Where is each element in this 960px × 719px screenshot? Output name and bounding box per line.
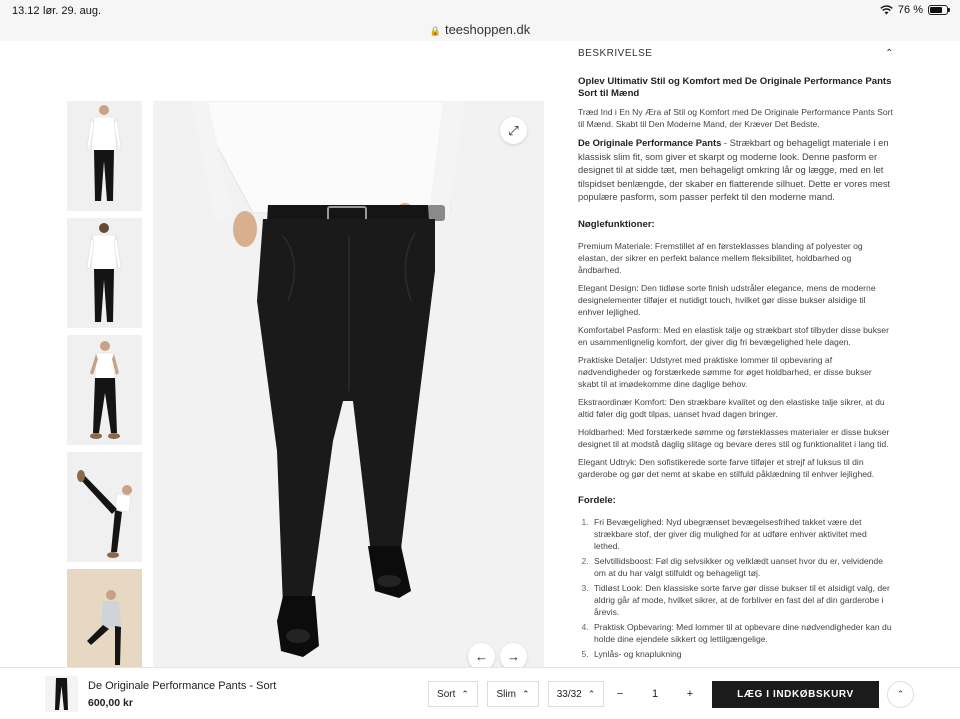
product-name-bold: De Originale Performance Pants: [578, 137, 722, 148]
quantity-stepper: [605, 681, 705, 707]
scroll-to-top-button[interactable]: [887, 681, 914, 708]
description-paragraph: [578, 136, 894, 204]
description-heading: Oplev Ultimativ Stil og Komfort med De Originale Performance Pants Sort til Mænd: [578, 76, 892, 99]
thumbnail-tshirt[interactable]: [67, 335, 142, 445]
wifi-icon: [880, 5, 893, 15]
feature-item: Komfortabel Pasform: Med en elastisk talje og strækbart stof tilbyder disse bukser en usammenlignelig komfort, der giver dig fri bevægelighed hele dagen.: [578, 324, 889, 347]
benefit-item: 3. Tidløst Look: Den klassiske sorte farve gør disse bukser til et alsidigt valg, der aldrig går af mode, hvilket sikrer, at de forbliver en fast del af din garderobe i årevis.: [591, 582, 894, 618]
chevron-up-icon: ⌃: [885, 48, 894, 59]
fit-select[interactable]: [487, 681, 539, 707]
previous-image-button[interactable]: [468, 643, 495, 668]
status-bar: [0, 0, 960, 22]
battery-icon: [928, 5, 948, 15]
chevron-up-icon: ⌃: [896, 689, 905, 699]
sticky-add-to-cart-bar: [0, 667, 960, 719]
benefit-item: 1. Fri Bevægelighed: Nyd ubegrænset bevægelsesfrihed takket være det strækbare stof, der giver dig mulighed for at udføre enhver aktivitet med lethed.: [591, 516, 894, 552]
thumbnail-kick[interactable]: [67, 452, 142, 562]
description-intro: Træd Ind i En Ny Æra af Stil og Komfort med De Originale Performance Pants Sort til Mænd. Skabt til Den Moderne Mand, der Kræver Det Bedste.: [578, 107, 893, 129]
feature-item: Elegant Design: Den tidløse sorte finish udstråler elegance, mens de moderne designelementer tilføjer et nutidigt touch, hvilket gør disse bukser alsidige til enhver lejlighed.: [578, 282, 876, 317]
arrow-left-icon: ←: [475, 649, 488, 664]
url-text: teeshoppen.dk: [444, 22, 531, 37]
size-select-value: 33/32: [556, 688, 582, 700]
benefits-title: Fordele:: [578, 494, 616, 506]
arrow-right-icon: →: [507, 649, 520, 664]
chevron-up-icon: ⌃: [521, 688, 530, 699]
benefit-item: 2. Selvtillidsboost: Føl dig selvsikker og velklædt uanset hvor du er, velvidende om at du har valgt stilfuldt og behageligt tøj.: [591, 555, 894, 579]
fit-select-value: Slim: [496, 688, 516, 700]
description-panel: [578, 43, 894, 691]
thumbnail-back[interactable]: [67, 218, 142, 328]
expand-icon: ⤢: [508, 122, 519, 138]
features-list: [578, 240, 894, 480]
quantity-value[interactable]: 1: [651, 688, 659, 700]
thumbnail-studio[interactable]: [67, 569, 142, 679]
status-time: 13.12: [12, 5, 40, 17]
cart-product-thumbnail: [45, 676, 78, 712]
description-accordion-header[interactable]: [578, 45, 894, 63]
benefit-item: 4. Praktisk Opbevaring: Med lommer til at opbevare dine nødvendigheder kan du holde dine ejendele sikkert og lettilgængelige.: [591, 621, 894, 645]
feature-item: Premium Materiale: Fremstillet af en førsteklasses blanding af polyester og elastan, der sikrer en perfekt balance mellem fleksibilitet, holdbarhed og åndbarhed.: [578, 240, 863, 275]
quantity-increase-button[interactable]: +: [686, 688, 694, 700]
lock-icon: 🔒: [429, 26, 441, 36]
feature-item: Ekstraordinær Komfort: Den strækbare kvalitet og den elastiske talje sikrer, at du altid føler dig godt tilpas, uanset hvad dagen bringer.: [578, 396, 885, 419]
benefit-item: 5. Lynlås- og knaplukning: [591, 648, 894, 660]
color-select-value: Sort: [437, 688, 456, 700]
main-product-image[interactable]: [153, 101, 544, 668]
color-select[interactable]: [428, 681, 478, 707]
cart-product-name: De Originale Performance Pants - Sort: [88, 680, 277, 692]
product-photo: [153, 101, 544, 668]
expand-image-button[interactable]: [500, 117, 527, 144]
url-bar[interactable]: [0, 22, 960, 41]
next-image-button[interactable]: [500, 643, 527, 668]
size-select[interactable]: [548, 681, 604, 707]
description-paragraph-text: - Strækbart og behageligt materiale i en klassisk slim fit, som giver et skarpt og moderne look. Denne pasform er designet til at sidde tæt, men behageligt omkring lår og lægge, med en let tilspidset benlængde, der skaber en flatterende silhuet. Dette er vores mest populære pasform, som passer perfekt til den moderne mand.: [578, 137, 891, 202]
battery-percent: 76 %: [897, 4, 923, 16]
status-date: lør. 29. aug.: [43, 5, 102, 17]
chevron-up-icon: ⌃: [587, 688, 596, 699]
feature-item: Praktiske Detaljer: Udstyret med praktiske lommer til opbevaring af nødvendigheder og forstærkede sømme for øget holdbarhed, er disse bukser skabt til at imødekomme dine daglige behov.: [578, 354, 872, 389]
benefits-list: [591, 516, 894, 660]
quantity-decrease-button[interactable]: −: [616, 688, 624, 700]
cart-product-price: 600,00 kr: [88, 697, 133, 709]
thumbnail-front[interactable]: [67, 101, 142, 211]
feature-item: Elegant Udtryk: Den sofistikerede sorte farve tilføjer et strejf af luksus til din garderobe og gør det nemt at skabe en stilfuld påklædning til enhver lejlighed.: [578, 456, 875, 479]
description-section-title: BESKRIVELSE: [578, 48, 653, 59]
chevron-up-icon: ⌃: [461, 688, 469, 699]
features-title: Nøglefunktioner:: [578, 218, 655, 230]
feature-item: Holdbarhed: Med forstærkede sømme og førsteklasses materialer er disse bukser designet til at modstå daglig slitage og bevare deres stil og funktionalitet i lang tid.: [578, 426, 890, 449]
add-to-cart-button[interactable]: LÆG I INDKØBSKURV: [712, 681, 879, 708]
